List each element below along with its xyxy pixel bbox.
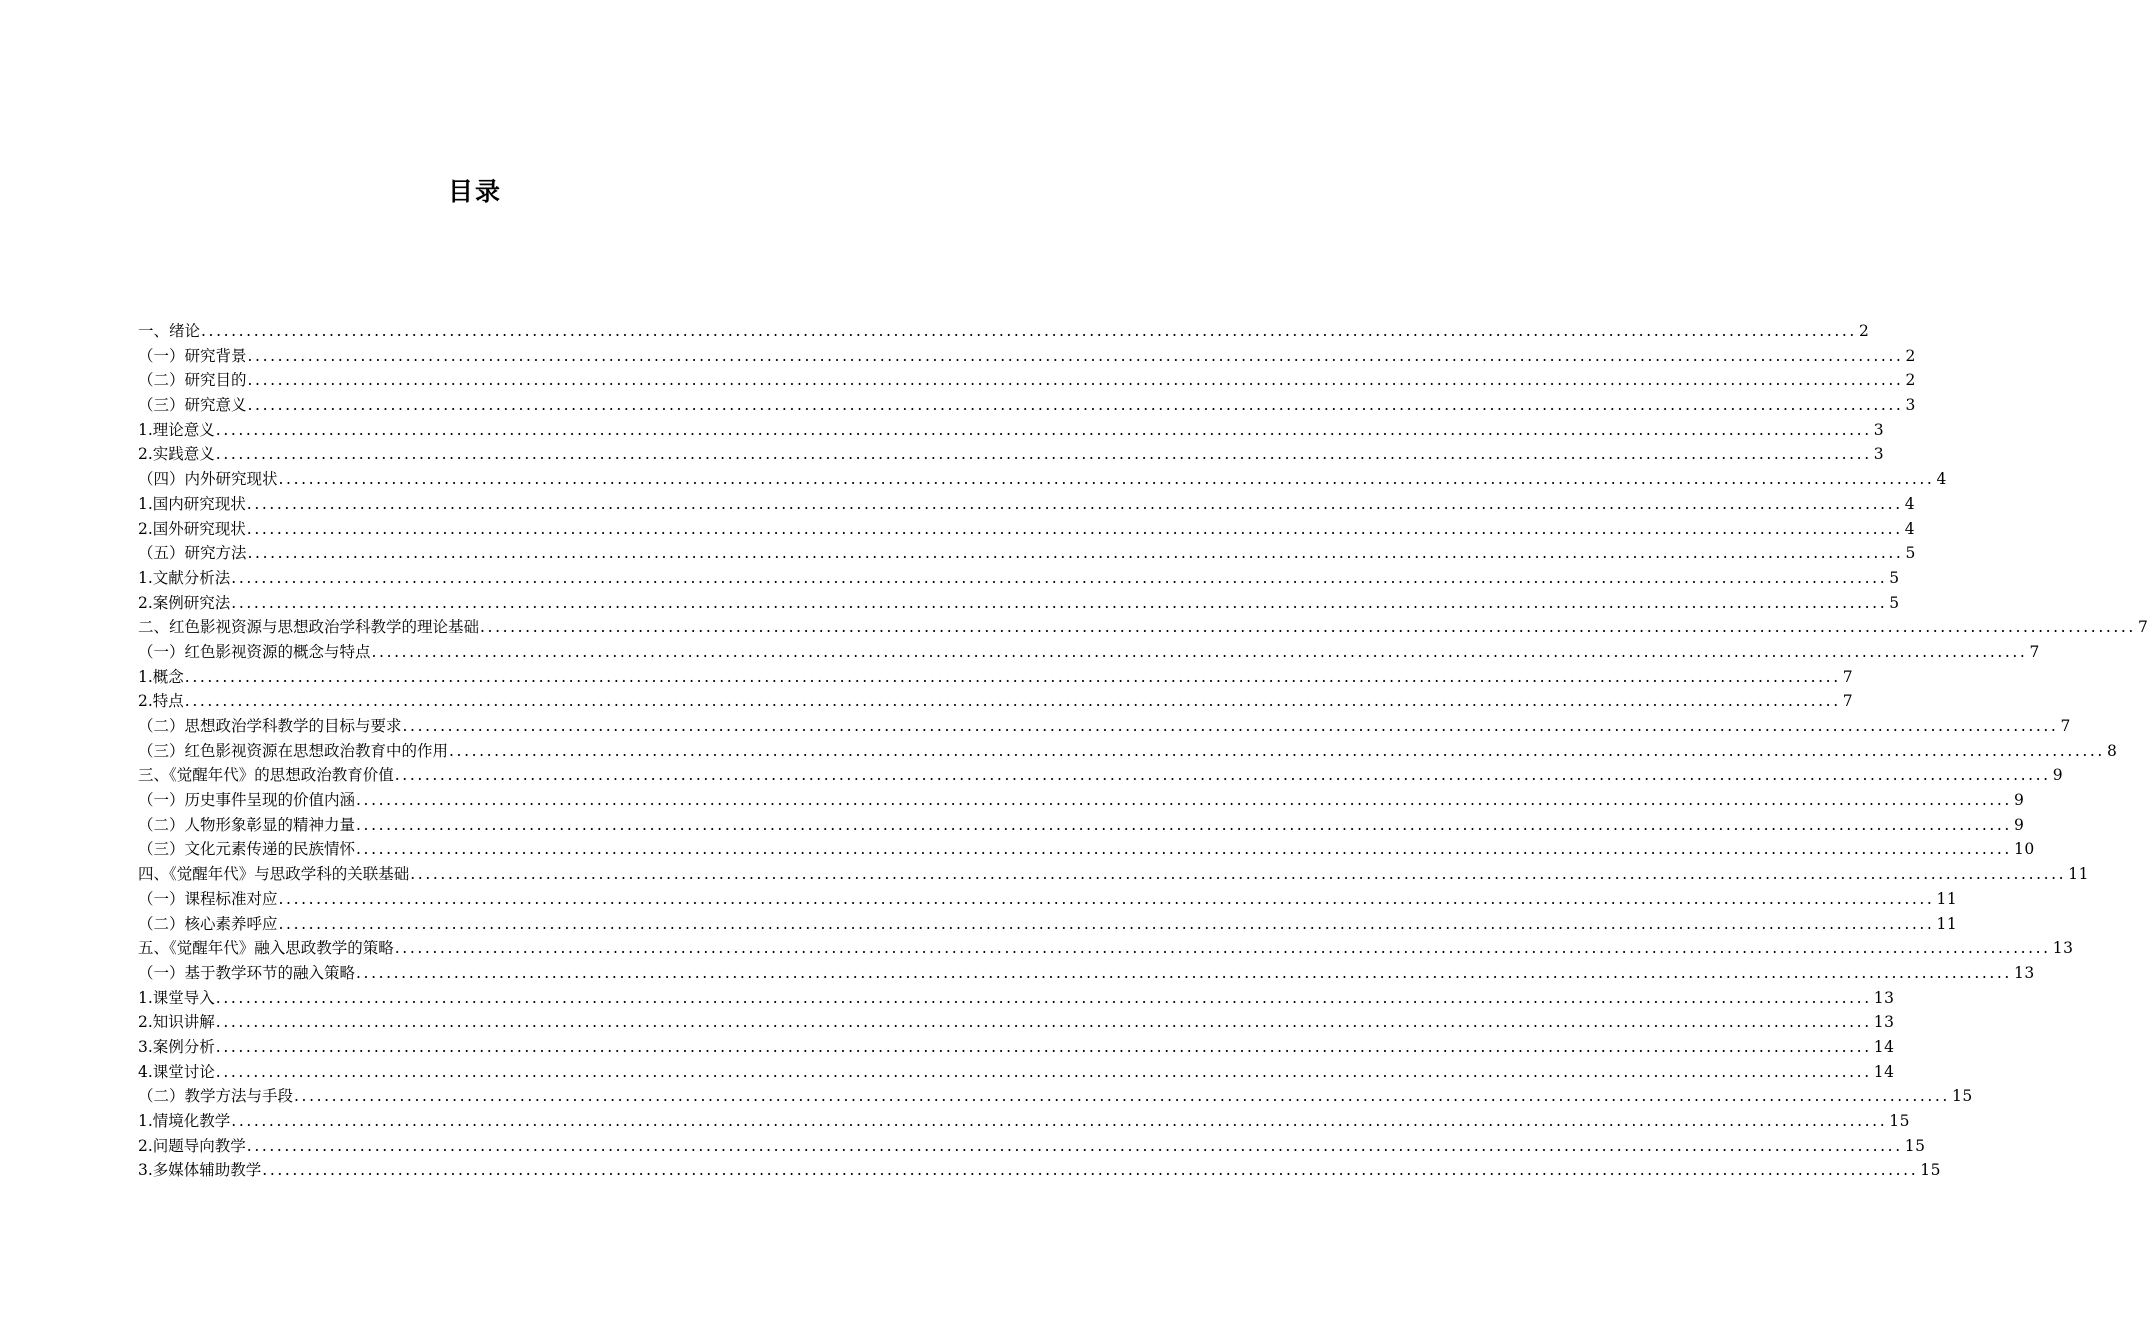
toc-entry-page: 3 bbox=[1873, 420, 1885, 439]
toc-entry-leader: ............................................................................................................................................................................................................................ bbox=[449, 741, 2105, 760]
toc-entry-text: 1.概念 bbox=[138, 667, 184, 686]
toc-entry[interactable] bbox=[138, 319, 1870, 344]
toc-entry-text: 2.国外研究现状 bbox=[138, 519, 246, 538]
toc-entry-leader: ............................................................................................................................................................................................................................ bbox=[246, 494, 1903, 513]
toc-entry-leader: ............................................................................................................................................................................................................................ bbox=[215, 1037, 1872, 1056]
toc-entry-page: 4 bbox=[1904, 494, 1916, 513]
toc-entry[interactable] bbox=[138, 566, 1900, 591]
toc-entry-text: （二）人物形象彰显的精神力量 bbox=[138, 815, 356, 834]
toc-entry-page: 11 bbox=[2068, 865, 2089, 884]
toc-entry-text: （四）内外研究现状 bbox=[138, 470, 278, 489]
toc-entry-page: 14 bbox=[1873, 1037, 1895, 1056]
toc-entry[interactable] bbox=[138, 788, 2025, 813]
toc-entry-leader: ............................................................................................................................................................................................................................ bbox=[410, 865, 2067, 884]
toc-entry-text: （三）红色影视资源在思想政治教育中的作用 bbox=[138, 741, 449, 760]
toc-entry-text: 一、绪论 bbox=[138, 322, 201, 340]
toc-entry-leader: ............................................................................................................................................................................................................................ bbox=[278, 889, 1935, 908]
toc-entry-page: 9 bbox=[2013, 815, 2025, 834]
toc-entry[interactable] bbox=[138, 763, 2064, 788]
toc-entry-page: 7 bbox=[2029, 642, 2040, 661]
toc-entry-page: 2 bbox=[1858, 322, 1870, 340]
toc-entry-text: （三）研究意义 bbox=[138, 396, 247, 415]
toc-entry-text: （一）历史事件呈现的价值内涵 bbox=[138, 791, 356, 810]
toc-entry[interactable] bbox=[138, 862, 2089, 887]
toc-entry-page: 7 bbox=[2060, 717, 2071, 735]
toc-entry-leader: ............................................................................................................................................................................................................................ bbox=[278, 914, 1935, 933]
toc-entry[interactable] bbox=[138, 467, 1947, 492]
toc-entry[interactable] bbox=[138, 615, 2148, 640]
toc-entry-text: 二、红色影视资源与思想政治学科教学的理论基础 bbox=[138, 618, 480, 637]
toc-entry-leader: ............................................................................................................................................................................................................................ bbox=[215, 1013, 1872, 1032]
toc-entry-text: 四、《觉醒年代》与思政学科的关联基础 bbox=[138, 865, 410, 884]
toc-entry-page: 5 bbox=[1889, 568, 1900, 587]
toc-entry-leader: ............................................................................................................................................................................................................................ bbox=[246, 1136, 1903, 1155]
toc-entry[interactable] bbox=[138, 739, 2118, 764]
toc-entry-leader: ............................................................................................................................................................................................................................ bbox=[356, 840, 2012, 859]
toc-entry-page: 13 bbox=[1873, 988, 1895, 1007]
toc-entry-leader: ............................................................................................................................................................................................................................ bbox=[201, 322, 1857, 340]
toc-entry-leader: ............................................................................................................................................................................................................................ bbox=[246, 519, 1903, 538]
toc-entry-leader: ............................................................................................................................................................................................................................ bbox=[278, 470, 1935, 489]
toc-entry-leader: ............................................................................................................................................................................................................................ bbox=[231, 593, 1888, 612]
toc-entry-text: 1.情境化教学 bbox=[138, 1112, 231, 1130]
toc-entry[interactable] bbox=[138, 813, 2025, 838]
toc-entry[interactable] bbox=[138, 368, 1916, 393]
toc-entry-text: （一）基于教学环节的融入策略 bbox=[138, 963, 356, 982]
toc-entry-leader: ............................................................................................................................................................................................................................ bbox=[215, 988, 1872, 1007]
toc-entry-text: 1.课堂导入 bbox=[138, 988, 215, 1007]
toc-entry-leader: ............................................................................................................................................................................................................................ bbox=[231, 568, 1888, 587]
toc-entry[interactable] bbox=[138, 640, 2040, 665]
toc-entry[interactable] bbox=[138, 393, 1916, 418]
toc-entry-leader: ............................................................................................................................................................................................................................ bbox=[356, 963, 2012, 982]
toc-entry-leader: ............................................................................................................................................................................................................................ bbox=[231, 1112, 1888, 1130]
toc-entry-page: 7 bbox=[1842, 667, 1854, 686]
toc-entry[interactable] bbox=[138, 344, 1916, 369]
toc-entry-page: 15 bbox=[1951, 1087, 1973, 1106]
toc-entry[interactable] bbox=[138, 1134, 1926, 1159]
toc-entry-page: 3 bbox=[1873, 445, 1885, 464]
toc-entry-text: （一）研究背景 bbox=[138, 346, 247, 365]
toc-entry-page: 14 bbox=[1873, 1062, 1895, 1081]
toc-entry-page: 5 bbox=[1905, 544, 1916, 563]
toc-entry[interactable] bbox=[138, 541, 1916, 566]
toc-entry-leader: ............................................................................................................................................................................................................................ bbox=[262, 1161, 1919, 1180]
toc-entry-page: 15 bbox=[1889, 1112, 1910, 1130]
toc-entry-text: 三、《觉醒年代》的思想政治教育价值 bbox=[138, 766, 394, 785]
toc-entry[interactable] bbox=[138, 1158, 1941, 1183]
toc-entry-page: 4 bbox=[1936, 470, 1947, 489]
toc-entry-leader: ............................................................................................................................................................................................................................ bbox=[247, 371, 1904, 390]
toc-title: 目录 bbox=[447, 177, 502, 206]
toc-entry-leader: ............................................................................................................................................................................................................................ bbox=[215, 445, 1872, 464]
toc-entry[interactable] bbox=[138, 912, 1958, 937]
toc-entry-page: 2 bbox=[1905, 346, 1916, 365]
toc-entry-leader: ............................................................................................................................................................................................................................ bbox=[480, 618, 2136, 637]
toc-entry[interactable] bbox=[138, 517, 1916, 542]
toc-entry-page: 13 bbox=[2052, 939, 2074, 958]
toc-entry[interactable] bbox=[138, 591, 1900, 616]
toc-entry-leader: ............................................................................................................................................................................................................................ bbox=[247, 544, 1904, 563]
toc-entry-leader: ............................................................................................................................................................................................................................ bbox=[356, 791, 2012, 810]
toc-entry-leader: ............................................................................................................................................................................................................................ bbox=[247, 396, 1904, 415]
toc-entry-text: 2.知识讲解 bbox=[138, 1013, 215, 1032]
toc-entry-text: （三）文化元素传递的民族情怀 bbox=[138, 840, 356, 859]
toc-entry[interactable] bbox=[138, 837, 2035, 862]
toc-entry[interactable] bbox=[138, 492, 1916, 517]
toc-entry-page: 8 bbox=[2106, 741, 2118, 760]
toc-entry-leader: ............................................................................................................................................................................................................................ bbox=[215, 420, 1872, 439]
toc-entry-page: 15 bbox=[1904, 1136, 1926, 1155]
toc-entry[interactable] bbox=[138, 665, 1854, 690]
toc-entry-page: 9 bbox=[2013, 791, 2025, 810]
toc-entry[interactable] bbox=[138, 936, 2074, 961]
toc-entry[interactable] bbox=[138, 1060, 1895, 1085]
toc-entry-text: 1.理论意义 bbox=[138, 420, 215, 439]
toc-entry-leader: ............................................................................................................................................................................................................................ bbox=[247, 346, 1904, 365]
toc-entry-leader: ............................................................................................................................................................................................................................ bbox=[402, 717, 2059, 735]
toc-entry[interactable] bbox=[138, 1010, 1895, 1035]
toc-entry-text: 2.特点 bbox=[138, 692, 184, 711]
toc-entry-leader: ............................................................................................................................................................................................................................ bbox=[356, 815, 2012, 834]
toc-entry[interactable] bbox=[138, 1109, 1910, 1134]
toc-entry-text: 1.文献分析法 bbox=[138, 568, 231, 587]
toc-entry[interactable] bbox=[138, 961, 2035, 986]
toc-entry[interactable] bbox=[138, 442, 1885, 467]
toc-list bbox=[138, 319, 2148, 1183]
toc-entry-text: （二）教学方法与手段 bbox=[138, 1087, 294, 1106]
toc-entry-page: 13 bbox=[2013, 963, 2035, 982]
toc-entry-leader: ............................................................................................................................................................................................................................ bbox=[371, 642, 2028, 661]
toc-entry-page: 7 bbox=[1842, 692, 1854, 711]
toc-entry-text: 1.国内研究现状 bbox=[138, 494, 246, 513]
toc-entry-text: 2.案例研究法 bbox=[138, 593, 231, 612]
toc-entry[interactable] bbox=[138, 1084, 1973, 1109]
toc-entry-text: （五）研究方法 bbox=[138, 544, 247, 563]
toc-entry-text: 3.案例分析 bbox=[138, 1037, 215, 1056]
toc-entry-text: 2.实践意义 bbox=[138, 445, 215, 464]
toc-entry-page: 11 bbox=[1936, 889, 1958, 908]
toc-entry[interactable] bbox=[138, 689, 1854, 714]
toc-entry[interactable] bbox=[138, 986, 1895, 1011]
toc-entry-page: 2 bbox=[1905, 371, 1916, 390]
toc-entry-text: 2.问题导向教学 bbox=[138, 1136, 246, 1155]
toc-entry-page: 7 bbox=[2137, 618, 2148, 637]
toc-entry-leader: ............................................................................................................................................................................................................................ bbox=[394, 939, 2051, 958]
toc-entry-page: 13 bbox=[1873, 1013, 1895, 1032]
toc-entry-text: （二）思想政治学科教学的目标与要求 bbox=[138, 717, 402, 735]
toc-entry[interactable] bbox=[138, 418, 1885, 443]
toc-entry-page: 10 bbox=[2013, 840, 2035, 859]
toc-entry-text: 五、《觉醒年代》融入思政教学的策略 bbox=[138, 939, 394, 958]
toc-entry-leader: ............................................................................................................................................................................................................................ bbox=[184, 692, 1841, 711]
toc-entry-page: 4 bbox=[1904, 519, 1916, 538]
toc-entry-text: 3.多媒体辅助教学 bbox=[138, 1161, 262, 1180]
toc-entry-text: （二）核心素养呼应 bbox=[138, 914, 278, 933]
toc-entry-leader: ............................................................................................................................................................................................................................ bbox=[184, 667, 1841, 686]
toc-entry-text: （二）研究目的 bbox=[138, 371, 247, 390]
toc-entry-page: 9 bbox=[2052, 766, 2064, 785]
toc-entry-leader: ............................................................................................................................................................................................................................ bbox=[294, 1087, 1950, 1106]
toc-entry-leader: ............................................................................................................................................................................................................................ bbox=[394, 766, 2051, 785]
toc-entry-leader: ............................................................................................................................................................................................................................ bbox=[215, 1062, 1872, 1081]
toc-entry-page: 5 bbox=[1889, 593, 1900, 612]
toc-entry-text: （一）课程标准对应 bbox=[138, 889, 278, 908]
toc-entry-text: （一）红色影视资源的概念与特点 bbox=[138, 642, 371, 661]
toc-entry-page: 11 bbox=[1936, 914, 1958, 933]
toc-entry[interactable] bbox=[138, 887, 1958, 912]
toc-entry-page: 15 bbox=[1920, 1161, 1941, 1180]
toc-entry-page: 3 bbox=[1905, 396, 1916, 415]
toc-entry[interactable] bbox=[138, 714, 2071, 739]
toc-entry-text: 4.课堂讨论 bbox=[138, 1062, 215, 1081]
toc-entry[interactable] bbox=[138, 1035, 1895, 1060]
